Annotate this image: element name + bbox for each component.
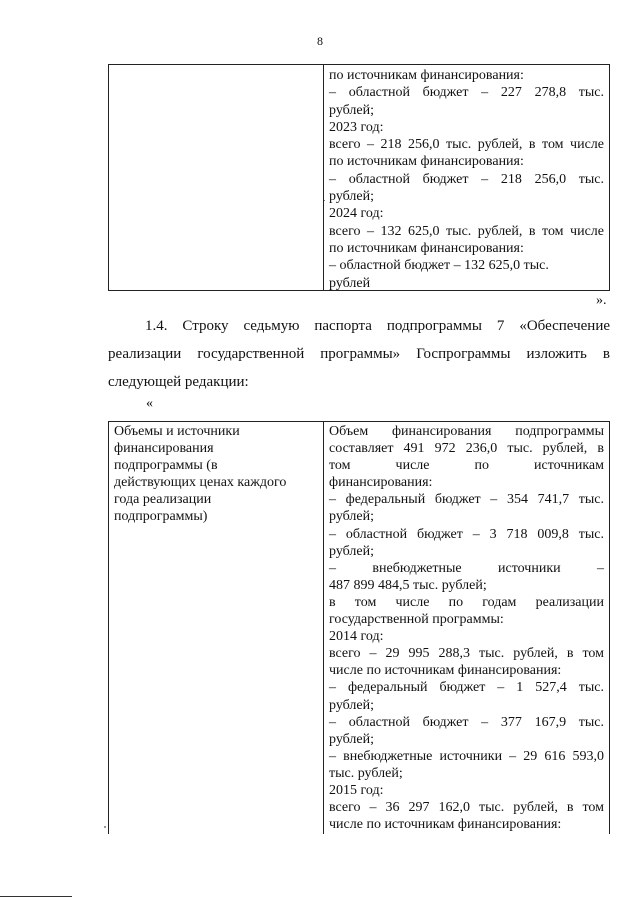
- table2-line: Объем финансирования подпрограммы: [329, 424, 604, 439]
- table2-line: 2015 год:: [329, 782, 384, 798]
- financing-table: [108, 421, 610, 834]
- paragraph-line: 1.4. Строку седьмую паспорта подпрограммы 7 «Обеспечение: [145, 318, 610, 334]
- table1-line: по источникам финансирования:: [329, 68, 524, 83]
- table2-line: – федеральный бюджет – 354 741,7 тыс.: [329, 492, 604, 508]
- financing-table-continuation: [108, 64, 610, 291]
- table2-label-line: подпрограммы (в: [114, 458, 218, 474]
- amendment-paragraph: [108, 312, 610, 396]
- table2-line: в том числе по годам реализации: [329, 594, 604, 610]
- table2-line: рублей;: [329, 509, 374, 525]
- table2-line: всего – 29 995 288,3 тыс. рублей, в том: [329, 646, 604, 662]
- closing-quote: ».: [596, 293, 607, 308]
- table1-line: рублей;: [329, 102, 374, 118]
- table1-right-text: [324, 65, 609, 292]
- table2-left-cell: [109, 422, 324, 834]
- table2-line: составляет 491 972 236,0 тыс. рублей, в: [329, 441, 604, 457]
- table1-line: по источникам финансирования:: [329, 240, 524, 256]
- table2-line: – областной бюджет – 3 718 009,8 тыс.: [329, 526, 604, 542]
- opening-quote: «: [146, 396, 153, 411]
- table2-label-line: действующих ценах каждого: [114, 475, 287, 491]
- page-number: 8: [317, 34, 323, 48]
- table2-line: рублей;: [329, 543, 374, 559]
- table2-line: всего – 36 297 162,0 тыс. рублей, в том: [329, 800, 604, 816]
- table2-label-line: Объемы и источники: [114, 424, 240, 439]
- table2-line: – внебюджетные источники – 29 616 593,0: [329, 748, 604, 764]
- table2-line: – областной бюджет – 377 167,9 тыс.: [329, 714, 604, 730]
- footer-rule: [0, 896, 72, 897]
- table1-line: 2023 год:: [329, 119, 384, 135]
- paragraph-line: следующей редакции:: [108, 374, 249, 390]
- table1-line: – областной бюджет – 132 625,0 тыс.: [329, 258, 549, 274]
- table2-line: 2014 год:: [329, 629, 384, 645]
- table1-line: рублей;: [329, 189, 374, 205]
- table2-line: тыс. рублей;: [329, 765, 403, 781]
- table2-line: числе по источникам финансирования:: [329, 663, 562, 679]
- table2-right-text: [324, 422, 609, 833]
- scan-dot: [324, 200, 325, 201]
- table2-line: финансирования:: [329, 475, 433, 491]
- table2-line: том числе по источникам: [329, 458, 604, 474]
- table2-line: – федеральный бюджет – 1 527,4 тыс.: [329, 680, 604, 696]
- table2-label-line: года реализации: [114, 492, 212, 508]
- table1-left-cell: [109, 65, 324, 290]
- table2-right-cell: [324, 422, 609, 834]
- table1-line: всего – 132 625,0 тыс. рублей, в том числе: [329, 223, 604, 239]
- scan-mark: [104, 826, 106, 828]
- table1-line: – областной бюджет – 227 278,8 тыс.: [329, 85, 604, 101]
- paragraph-line: реализации государственной программы» Госпрограммы изложить в: [108, 346, 610, 362]
- table2-line: числе по источникам финансирования:: [329, 817, 562, 833]
- table1-line: 2024 год:: [329, 206, 384, 222]
- table2-label-line: подпрограммы): [114, 509, 208, 525]
- table2-line: рублей;: [329, 731, 374, 747]
- table1-line: всего – 218 256,0 тыс. рублей, в том числе: [329, 137, 604, 153]
- table2-line: 487 899 484,5 тыс. рублей;: [329, 577, 487, 593]
- table2-line: государственной программы:: [329, 612, 504, 628]
- table1-line: по источникам финансирования:: [329, 154, 524, 170]
- table2-left-text: [109, 422, 323, 526]
- table1-right-cell: [324, 65, 609, 290]
- table1-line: рублей: [329, 275, 371, 291]
- table2-line: – внебюджетные источники –: [329, 560, 604, 576]
- table1-line: – областной бюджет – 218 256,0 тыс.: [329, 171, 604, 187]
- table2-label-line: финансирования: [114, 441, 214, 457]
- table2-line: рублей;: [329, 697, 374, 713]
